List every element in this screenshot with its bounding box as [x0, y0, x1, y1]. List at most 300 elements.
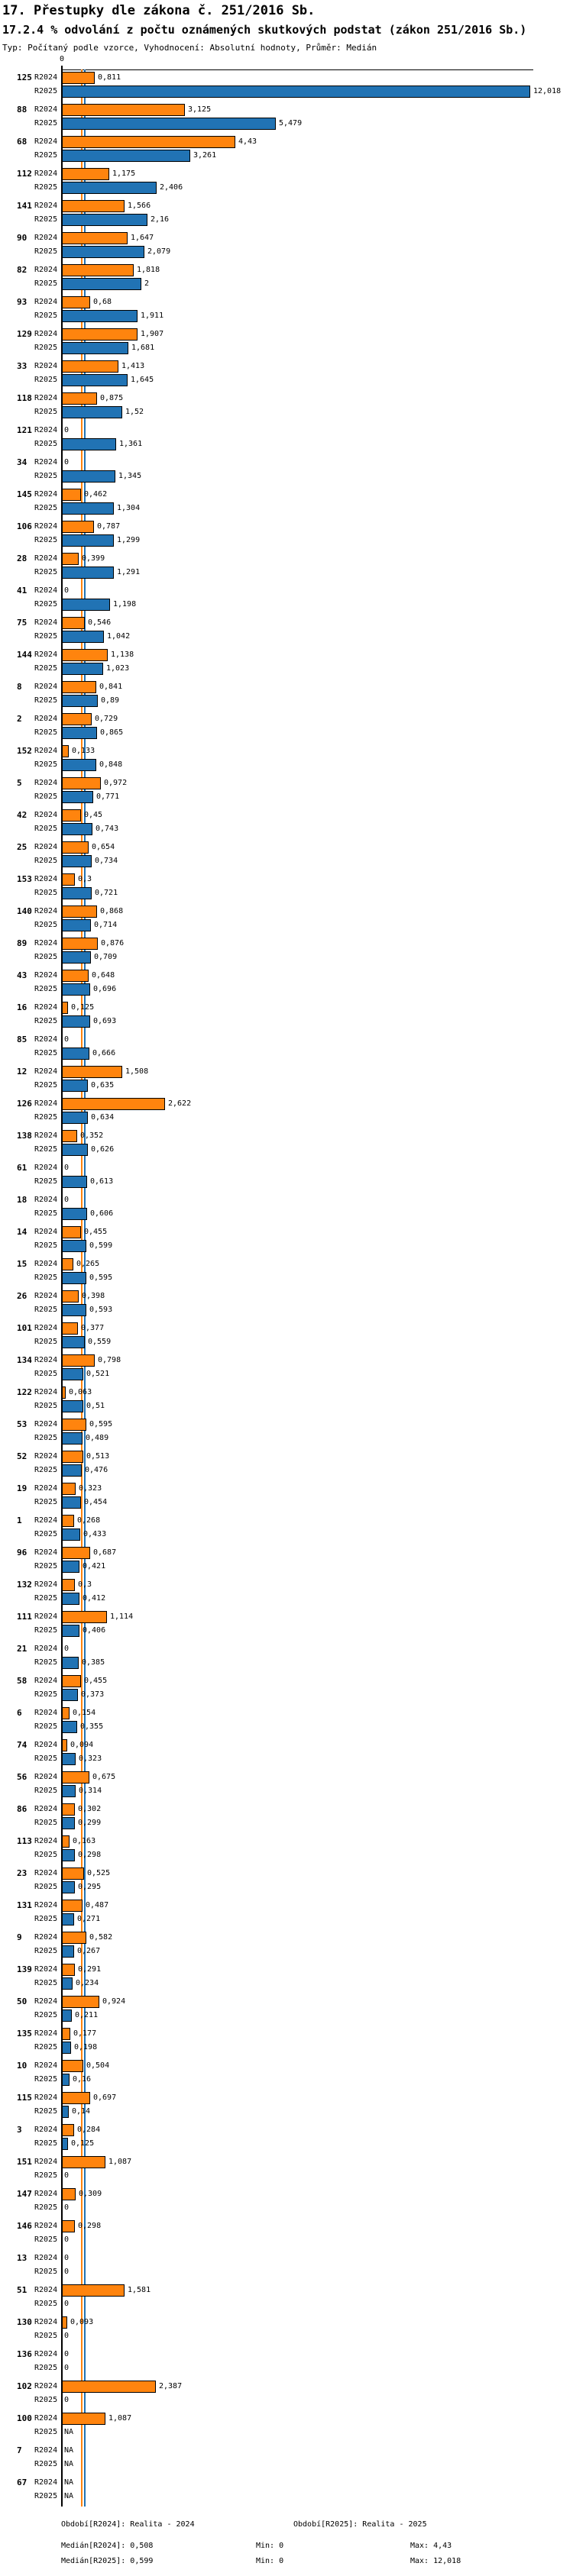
stat-min-r2025: Min: 0 — [256, 2557, 284, 2565]
bar-row-r2024 — [0, 1322, 573, 1335]
bar-r2025 — [62, 2009, 72, 2022]
series-label-r2025: R2025 — [34, 1370, 58, 1378]
group-number: 42 — [17, 810, 28, 820]
series-label-r2024: R2024 — [34, 330, 58, 338]
series-label-r2025: R2025 — [34, 2075, 58, 2084]
value-label-r2024: 0,323 — [79, 1484, 102, 1493]
value-label-r2024: 1,114 — [110, 1612, 134, 1621]
bar-r2024 — [62, 617, 85, 629]
group-number: 16 — [17, 1002, 28, 1012]
bar-group-140 — [0, 903, 573, 935]
bar-r2025 — [62, 150, 190, 162]
bar-row-r2025 — [0, 1528, 573, 1541]
bar-r2024 — [62, 200, 125, 212]
value-label-r2024: 0,154 — [73, 1709, 96, 1717]
bar-group-9 — [0, 1929, 573, 1961]
bar-r2025 — [62, 1625, 79, 1637]
series-label-r2024: R2024 — [34, 394, 58, 402]
bar-r2024 — [62, 745, 69, 757]
bar-row-r2025 — [0, 1977, 573, 1990]
series-label-r2024: R2024 — [34, 298, 58, 306]
series-label-r2025: R2025 — [34, 760, 58, 769]
value-label-r2024: 0,582 — [89, 1933, 113, 1942]
value-label-r2024: 0,3 — [78, 875, 92, 883]
bar-r2025 — [62, 1689, 78, 1701]
value-label-r2024: 0,352 — [80, 1131, 104, 1140]
bar-group-3 — [0, 2122, 573, 2154]
value-label-r2025: 0,433 — [83, 1530, 107, 1538]
bar-group-151 — [0, 2154, 573, 2186]
bar-row-r2024 — [0, 1354, 573, 1367]
series-label-r2025: R2025 — [34, 728, 58, 737]
series-label-r2025: R2025 — [34, 632, 58, 641]
value-label-r2024: 0,398 — [82, 1292, 105, 1300]
group-number: 12 — [17, 1067, 28, 1077]
series-label-r2024: R2024 — [34, 266, 58, 274]
series-label-r2025: R2025 — [34, 2139, 58, 2148]
value-label-r2025: 0,355 — [80, 1722, 104, 1731]
value-label-r2025: 12,018 — [533, 87, 562, 95]
series-label-r2025: R2025 — [34, 1722, 58, 1731]
series-label-r2025: R2025 — [34, 889, 58, 897]
series-label-r2025: R2025 — [34, 536, 58, 544]
bar-r2024 — [62, 1066, 122, 1078]
bar-r2024 — [62, 360, 118, 373]
value-label-r2025: 1,291 — [117, 568, 141, 576]
bar-r2024 — [62, 521, 94, 533]
bar-r2025 — [62, 118, 276, 130]
bar-row-r2025 — [0, 278, 573, 290]
series-label-r2024: R2024 — [34, 2029, 58, 2038]
series-label-r2024: R2024 — [34, 971, 58, 980]
group-number: 125 — [17, 73, 32, 82]
bar-group-115 — [0, 2090, 573, 2122]
bar-row-r2024 — [0, 809, 573, 822]
bar-row-r2024 — [0, 457, 573, 469]
series-label-r2024: R2024 — [34, 811, 58, 819]
bar-r2024 — [62, 649, 108, 661]
bar-group-21 — [0, 1641, 573, 1673]
bar-row-r2024 — [0, 1066, 573, 1078]
value-label-r2025: 0,298 — [78, 1851, 102, 1859]
bar-r2024 — [62, 681, 96, 693]
series-label-r2024: R2024 — [34, 1003, 58, 1012]
value-label-r2024: 1,508 — [125, 1067, 149, 1076]
series-label-r2025: R2025 — [34, 2396, 58, 2404]
bar-row-r2024 — [0, 2060, 573, 2072]
value-label-r2025: 0,421 — [83, 1562, 106, 1570]
series-label-r2025: R2025 — [34, 440, 58, 448]
series-label-r2024: R2024 — [34, 2061, 58, 2070]
value-label-r2024: 0,68 — [93, 298, 112, 306]
value-label-r2024: 0,697 — [93, 2093, 117, 2102]
series-label-r2025: R2025 — [34, 247, 58, 256]
value-label-r2024: 1,087 — [108, 2158, 132, 2166]
bar-row-r2024 — [0, 1226, 573, 1238]
bar-r2025 — [62, 1721, 77, 1733]
series-label-r2025: R2025 — [34, 2235, 58, 2244]
report-subtitle: 17.2.4 % odvolání z počtu oznámených skutkových podstat (zákon 251/2016 Sb.) — [2, 23, 527, 37]
series-label-r2025: R2025 — [34, 1883, 58, 1891]
bar-group-136 — [0, 2346, 573, 2378]
bar-r2024 — [62, 1226, 81, 1238]
bar-row-r2025 — [0, 1400, 573, 1412]
bar-group-8 — [0, 679, 573, 711]
bar-r2025 — [62, 951, 91, 964]
series-label-r2024: R2024 — [34, 2446, 58, 2455]
series-label-r2024: R2024 — [34, 554, 58, 563]
series-label-r2025: R2025 — [34, 183, 58, 192]
value-label-r2024: 0 — [64, 2254, 70, 2262]
bar-row-r2024 — [0, 200, 573, 212]
bar-group-125 — [0, 69, 573, 102]
value-label-r2025: 0 — [64, 2171, 70, 2180]
bar-row-r2025 — [0, 2266, 573, 2278]
group-number: 86 — [17, 1804, 28, 1814]
group-number: 34 — [17, 457, 28, 467]
bar-row-r2025 — [0, 1015, 573, 1028]
series-label-r2024: R2024 — [34, 1131, 58, 1140]
bar-group-134 — [0, 1352, 573, 1384]
series-label-r2025: R2025 — [34, 1241, 58, 1250]
group-number: 129 — [17, 329, 32, 339]
bar-r2025 — [62, 1144, 88, 1156]
series-label-r2024: R2024 — [34, 715, 58, 723]
bar-row-r2025 — [0, 1753, 573, 1765]
bar-row-r2025 — [0, 1336, 573, 1348]
bar-row-r2025 — [0, 1785, 573, 1797]
bar-row-r2025 — [0, 1272, 573, 1284]
series-label-r2024: R2024 — [34, 907, 58, 915]
series-label-r2024: R2024 — [34, 2286, 58, 2294]
bar-r2024 — [62, 1739, 67, 1751]
value-label-r2024: 0,377 — [81, 1324, 105, 1332]
series-label-r2024: R2024 — [34, 426, 58, 434]
bar-row-r2024 — [0, 1451, 573, 1463]
series-label-r2024: R2024 — [34, 1516, 58, 1525]
bar-group-42 — [0, 807, 573, 839]
series-label-r2024: R2024 — [34, 2093, 58, 2102]
series-label-r2024: R2024 — [34, 1196, 58, 1204]
value-label-r2024: 0,648 — [92, 971, 115, 980]
bar-group-90 — [0, 230, 573, 262]
series-label-r2024: R2024 — [34, 2190, 58, 2198]
series-label-r2025: R2025 — [34, 119, 58, 128]
bar-group-61 — [0, 1160, 573, 1192]
bar-group-16 — [0, 999, 573, 1031]
series-label-r2025: R2025 — [34, 1049, 58, 1057]
group-number: 134 — [17, 1355, 32, 1365]
bar-group-75 — [0, 615, 573, 647]
bar-r2024 — [62, 970, 89, 982]
bar-r2024 — [62, 1290, 79, 1303]
value-label-r2025: 0,489 — [86, 1434, 109, 1442]
bar-r2025 — [62, 919, 91, 931]
bar-r2024 — [62, 1451, 83, 1463]
bar-row-r2025 — [0, 1176, 573, 1188]
series-label-r2024: R2024 — [34, 1099, 58, 1108]
series-label-r2024: R2024 — [34, 1292, 58, 1300]
bar-r2025 — [62, 502, 114, 515]
bar-group-58 — [0, 1673, 573, 1705]
group-number: 90 — [17, 233, 28, 243]
value-label-r2025: 0,559 — [88, 1338, 112, 1346]
group-number: 67 — [17, 2478, 28, 2487]
series-label-r2024: R2024 — [34, 2382, 58, 2390]
bar-row-r2025 — [0, 1689, 573, 1701]
series-label-r2025: R2025 — [34, 215, 58, 224]
series-label-r2024: R2024 — [34, 1260, 58, 1268]
series-label-r2024: R2024 — [34, 779, 58, 787]
bar-row-r2024 — [0, 1419, 573, 1431]
value-label-r2024: NA — [64, 2446, 74, 2455]
bar-row-r2024 — [0, 1002, 573, 1014]
value-label-r2025: NA — [64, 2492, 74, 2500]
group-number: 112 — [17, 169, 32, 179]
value-label-r2025: 0,743 — [96, 825, 119, 833]
bar-group-139 — [0, 1961, 573, 1993]
value-label-r2024: 0,811 — [98, 73, 121, 82]
value-label-r2024: 0,787 — [97, 522, 121, 531]
bar-group-5 — [0, 775, 573, 807]
series-label-r2024: R2024 — [34, 1773, 58, 1781]
bar-row-r2025 — [0, 2170, 573, 2182]
group-number: 23 — [17, 1868, 28, 1878]
value-label-r2024: 0,291 — [78, 1965, 102, 1974]
value-label-r2024: 0 — [64, 426, 70, 434]
value-label-r2024: 1,175 — [112, 169, 136, 178]
value-label-r2025: 0,412 — [83, 1594, 106, 1603]
bar-group-88 — [0, 102, 573, 134]
bar-row-r2025 — [0, 1625, 573, 1637]
value-label-r2025: 0,848 — [99, 760, 123, 769]
bar-row-r2025 — [0, 86, 573, 98]
report-meta: Typ: Počítaný podle vzorce, Vyhodnocení: Absolutní hodnoty, Průměr: Medián — [2, 43, 377, 53]
value-label-r2025: 1,042 — [107, 632, 131, 641]
series-label-r2025: R2025 — [34, 857, 58, 865]
value-label-r2025: NA — [64, 2428, 74, 2436]
value-label-r2024: 0,093 — [70, 2318, 94, 2326]
group-number: 18 — [17, 1195, 28, 1205]
value-label-r2025: 0,634 — [91, 1113, 115, 1122]
series-label-r2024: R2024 — [34, 1612, 58, 1621]
bar-group-89 — [0, 935, 573, 967]
series-label-r2025: R2025 — [34, 1081, 58, 1089]
value-label-r2025: 1,645 — [131, 376, 154, 384]
series-label-r2024: R2024 — [34, 1228, 58, 1236]
series-label-r2025: R2025 — [34, 953, 58, 961]
group-number: 115 — [17, 2093, 32, 2103]
value-label-r2025: 0,865 — [100, 728, 124, 737]
bar-group-132 — [0, 1577, 573, 1609]
bar-row-r2024 — [0, 1803, 573, 1816]
bar-r2024 — [62, 2381, 156, 2393]
value-label-r2025: 1,345 — [118, 472, 142, 480]
bar-r2025 — [62, 1561, 79, 1573]
bar-row-r2024 — [0, 841, 573, 854]
series-label-r2024: R2024 — [34, 137, 58, 146]
bar-group-51 — [0, 2282, 573, 2314]
group-number: 113 — [17, 1836, 32, 1846]
bar-r2025 — [62, 727, 97, 739]
group-number: 136 — [17, 2349, 32, 2359]
value-label-r2025: 0,771 — [96, 792, 120, 801]
group-number: 13 — [17, 2253, 28, 2263]
bar-group-13 — [0, 2250, 573, 2282]
bar-row-r2025 — [0, 1112, 573, 1124]
group-number: 111 — [17, 1612, 32, 1622]
bar-row-r2025 — [0, 2202, 573, 2214]
series-label-r2024: R2024 — [34, 2478, 58, 2487]
bar-r2024 — [62, 2220, 75, 2232]
bar-r2025 — [62, 1496, 81, 1509]
value-label-r2024: 2,387 — [159, 2382, 183, 2390]
value-label-r2024: 0,125 — [71, 1003, 95, 1012]
value-label-r2024: 0 — [64, 1035, 70, 1044]
series-label-r2024: R2024 — [34, 1484, 58, 1493]
bar-group-126 — [0, 1096, 573, 1128]
value-label-r2024: 1,647 — [131, 234, 154, 242]
value-label-r2025: 0,626 — [91, 1145, 115, 1154]
bar-row-r2025 — [0, 2106, 573, 2118]
bar-row-r2025 — [0, 823, 573, 835]
bar-r2025 — [62, 374, 128, 386]
bar-r2024 — [62, 168, 109, 180]
bar-r2025 — [62, 1464, 82, 1477]
group-number: 2 — [17, 714, 22, 724]
value-label-r2025: 1,023 — [106, 664, 130, 673]
bar-row-r2025 — [0, 534, 573, 547]
bar-r2025 — [62, 1015, 90, 1028]
bar-r2024 — [62, 809, 81, 822]
bar-r2024 — [62, 1547, 90, 1559]
group-number: 7 — [17, 2445, 22, 2455]
value-label-r2025: 0,267 — [77, 1947, 101, 1955]
group-number: 135 — [17, 2029, 32, 2039]
series-label-r2025: R2025 — [34, 1434, 58, 1442]
bar-r2025 — [62, 567, 114, 579]
bar-row-r2025 — [0, 1849, 573, 1861]
bar-row-r2025 — [0, 951, 573, 964]
group-number: 145 — [17, 489, 32, 499]
series-label-r2025: R2025 — [34, 1306, 58, 1314]
value-label-r2025: 0,295 — [78, 1883, 102, 1891]
value-label-r2025: 1,299 — [117, 536, 141, 544]
group-number: 132 — [17, 1580, 32, 1590]
group-number: 33 — [17, 361, 28, 371]
bar-row-r2024 — [0, 649, 573, 661]
group-number: 1 — [17, 1516, 22, 1525]
bar-group-129 — [0, 326, 573, 358]
group-number: 28 — [17, 554, 28, 563]
value-label-r2025: 0,198 — [74, 2043, 98, 2051]
bar-r2025 — [62, 278, 141, 290]
value-label-r2025: 0,454 — [84, 1498, 108, 1506]
bar-r2024 — [62, 2284, 125, 2297]
value-label-r2024: 0,284 — [77, 2126, 101, 2134]
series-label-r2024: R2024 — [34, 683, 58, 691]
bar-row-r2024 — [0, 777, 573, 789]
series-label-r2025: R2025 — [34, 2268, 58, 2276]
bar-r2025 — [62, 1400, 83, 1412]
series-label-r2024: R2024 — [34, 362, 58, 370]
group-number: 52 — [17, 1451, 28, 1461]
series-label-r2024: R2024 — [34, 1677, 58, 1685]
bar-r2024 — [62, 2316, 67, 2329]
group-number: 102 — [17, 2381, 32, 2391]
series-label-r2025: R2025 — [34, 312, 58, 320]
bar-group-82 — [0, 262, 573, 294]
series-label-r2025: R2025 — [34, 664, 58, 673]
bar-r2024 — [62, 713, 92, 725]
group-number: 21 — [17, 1644, 28, 1654]
series-label-r2025: R2025 — [34, 1177, 58, 1186]
bar-r2024 — [62, 136, 235, 148]
group-number: 118 — [17, 393, 32, 403]
bar-r2024 — [62, 1771, 89, 1784]
series-label-r2024: R2024 — [34, 586, 58, 595]
value-label-r2025: 0,606 — [90, 1209, 114, 1218]
value-label-r2024: 0,094 — [70, 1741, 94, 1749]
series-label-r2025: R2025 — [34, 1979, 58, 1987]
bar-r2024 — [62, 264, 134, 276]
value-label-r2025: 0 — [64, 2203, 70, 2212]
stat-median-r2025: Medián[R2025]: 0,599 — [61, 2557, 154, 2565]
bar-group-121 — [0, 422, 573, 454]
series-label-r2024: R2024 — [34, 1965, 58, 1974]
series-label-r2025: R2025 — [34, 1658, 58, 1667]
value-label-r2024: 0,455 — [84, 1228, 108, 1236]
series-label-r2025: R2025 — [34, 472, 58, 480]
group-number: 88 — [17, 105, 28, 115]
axis-zero-label: 0 — [59, 55, 65, 63]
bar-row-r2025 — [0, 1881, 573, 1893]
series-label-r2025: R2025 — [34, 2364, 58, 2372]
value-label-r2024: 0,798 — [98, 1356, 121, 1364]
bar-group-53 — [0, 1416, 573, 1448]
bar-row-r2025 — [0, 342, 573, 354]
series-label-r2025: R2025 — [34, 1338, 58, 1346]
value-label-r2024: 0,163 — [73, 1837, 96, 1845]
series-label-r2024: R2024 — [34, 1805, 58, 1813]
bar-row-r2024 — [0, 2156, 573, 2168]
bar-r2024 — [62, 1579, 75, 1591]
bar-group-112 — [0, 166, 573, 198]
bar-group-56 — [0, 1769, 573, 1801]
bar-row-r2025 — [0, 1080, 573, 1092]
series-label-r2025: R2025 — [34, 504, 58, 512]
value-label-r2025: 0,593 — [89, 1306, 113, 1314]
series-label-r2024: R2024 — [34, 1324, 58, 1332]
series-label-r2025: R2025 — [34, 696, 58, 705]
group-number: 152 — [17, 746, 32, 756]
group-number: 10 — [17, 2061, 28, 2071]
bar-group-146 — [0, 2218, 573, 2250]
series-label-r2025: R2025 — [34, 2300, 58, 2308]
bar-group-101 — [0, 1320, 573, 1352]
group-number: 140 — [17, 906, 32, 916]
bar-group-41 — [0, 583, 573, 615]
bar-r2025 — [62, 1785, 76, 1797]
group-number: 130 — [17, 2317, 32, 2327]
group-number: 141 — [17, 201, 32, 211]
series-label-r2024: R2024 — [34, 618, 58, 627]
legend-period-r2025: Období[R2025]: Realita - 2025 — [293, 2520, 427, 2529]
series-label-r2024: R2024 — [34, 1709, 58, 1717]
bar-group-100 — [0, 2410, 573, 2442]
series-label-r2024: R2024 — [34, 2414, 58, 2423]
bar-r2024 — [62, 1098, 165, 1110]
